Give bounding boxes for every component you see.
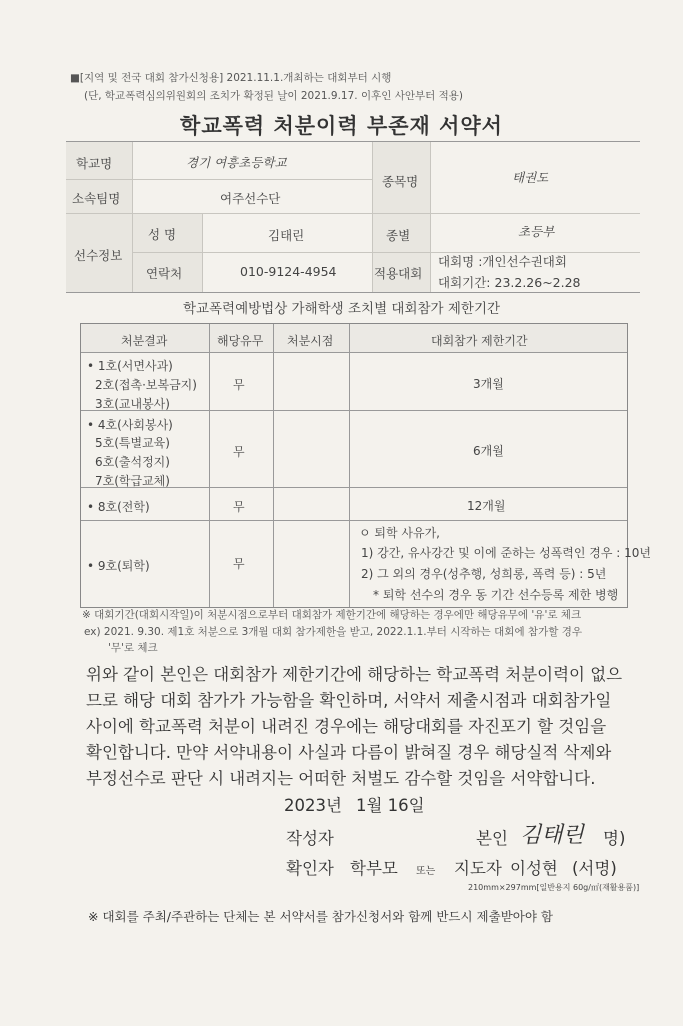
sport-value: 태권도 [512, 170, 549, 185]
category-value: 초등부 [518, 224, 555, 239]
period-line: * 퇴학 선수의 경우 동 기간 선수등록 제한 병행 [373, 588, 619, 602]
name-label: 성 명 [148, 227, 177, 242]
table-row: • 8호(전학) [87, 500, 150, 514]
applicable-value: 무 [233, 500, 245, 514]
author-label: 작성자 [286, 829, 334, 848]
event-name: 대회명 :개인선수권대회 [438, 254, 567, 269]
header-line-1: ■[지역 및 전국 대회 참가신청용] 2021.11.1.개최하는 대회부터 시행 [70, 72, 392, 84]
date-month-day: 1월 16일 [356, 796, 425, 815]
col-header-period: 대회참가 제한기간 [431, 334, 528, 348]
pledge-line: 사이에 학교폭력 처분이 내려진 경우에는 해당대회를 자진포기 할 것임을 [86, 717, 607, 736]
name-value: 김태린 [268, 228, 305, 243]
team-value: 여주선수단 [220, 191, 281, 206]
col-header-result: 처분결과 [121, 334, 168, 348]
category-label: 종별 [386, 228, 411, 243]
table-row: 6호(출석정지) [95, 455, 170, 469]
header-line-2: (단, 학교폭력심의위원회의 조치가 확정된 날이 2021.9.17. 이후인 사안부터 적용) [84, 90, 464, 102]
pledge-text [86, 662, 646, 792]
date-year: 2023년 [284, 796, 342, 815]
note-2: ex) 2021. 9.30. 제1호 처분으로 3개월 대회 참가제한을 받고, 2022.1.1.부터 시작하는 대회에 참가할 경우 [84, 626, 582, 638]
applicable-value: 무 [233, 557, 245, 571]
or-label: 또는 [416, 866, 436, 877]
sport-label: 종목명 [382, 174, 419, 189]
sanction-table [80, 323, 652, 608]
pledge-line: 부정선수로 판단 시 내려지는 어떠한 처벌도 감수할 것임을 서약합니다. [86, 769, 596, 788]
applicable-value: 무 [233, 378, 245, 392]
footer-note: ※ 대회를 주최/주관하는 단체는 본 서약서를 참가신청서와 함께 반드시 제출받아야 함 [88, 909, 553, 924]
period-value: 12개월 [467, 499, 506, 513]
self-signature: 김태린 [520, 823, 584, 848]
note-1: ※ 대회기간(대회시작일)이 처분시점으로부터 대회참가 제한기간에 해당하는 경우에만 해당유무에 '유'로 체크 [82, 609, 582, 621]
parent-label: 학부모 [350, 859, 398, 878]
event-period: 대회기간: 23.2.26~2.28 [438, 275, 581, 290]
period-line: ㅇ 퇴학 사유가, [359, 526, 440, 540]
table-row: • 4호(사회봉사) [87, 418, 173, 432]
table-row: 2호(접촉·보복금지) [95, 378, 197, 392]
sign-suffix: 명) [603, 829, 626, 848]
pledge-line: 확인합니다. 만약 서약내용이 사실과 다름이 밝혀질 경우 해당실적 삭제와 [86, 743, 612, 762]
document-title: 학교폭력 처분이력 부존재 서약서 [180, 114, 503, 138]
self-label: 본인 [476, 829, 508, 848]
table-row: 3호(교내봉사) [95, 397, 170, 411]
table-row: 5호(특별교육) [95, 436, 170, 450]
pledge-line: 위와 같이 본인은 대회참가 제한기간에 해당하는 학교폭력 처분이력이 없으 [86, 665, 623, 684]
note-3: '무'로 체크 [108, 642, 158, 654]
confirmer-label: 확인자 [286, 859, 334, 878]
coach-label: 지도자 [454, 859, 502, 878]
table-row: • 1호(서면사과) [87, 359, 173, 373]
contact-label: 연락처 [146, 266, 183, 281]
coach-name: 이성현 [510, 859, 558, 878]
table-row: 7호(학급교체) [95, 474, 170, 488]
team-label: 소속팀명 [72, 191, 121, 206]
period-value: 6개월 [473, 444, 504, 458]
pledge-line: 므로 해당 대회 참가가 가능함을 확인하며, 서약서 제출시점과 대회참가일 [86, 691, 612, 710]
event-label: 적용대회 [374, 266, 423, 281]
paper-spec: 210mm×297mm[일반용지 60g/㎡(재활용품)] [468, 883, 640, 892]
table-row: • 9호(퇴학) [87, 559, 150, 573]
contact-value: 010-9124-4954 [240, 264, 337, 279]
player-info-table [66, 141, 640, 293]
school-label: 학교명 [76, 156, 113, 171]
applicable-value: 무 [233, 445, 245, 459]
col-header-time: 처분시점 [287, 334, 334, 348]
col-header-applicable: 해당유무 [217, 334, 264, 348]
coach-sign: (서명) [572, 859, 617, 878]
period-value: 3개월 [473, 377, 504, 391]
period-line: 2) 그 외의 경우(성추행, 성희롱, 폭력 등) : 5년 [361, 567, 607, 581]
player-info-label: 선수정보 [74, 248, 123, 263]
school-value: 경기 여흥초등학교 [186, 155, 287, 170]
sanction-table-title: 학교폭력예방법상 가해학생 조치별 대회참가 제한기간 [182, 301, 501, 317]
period-line: 1) 강간, 유사강간 및 이에 준하는 성폭력인 경우 : 10년 [361, 546, 652, 560]
